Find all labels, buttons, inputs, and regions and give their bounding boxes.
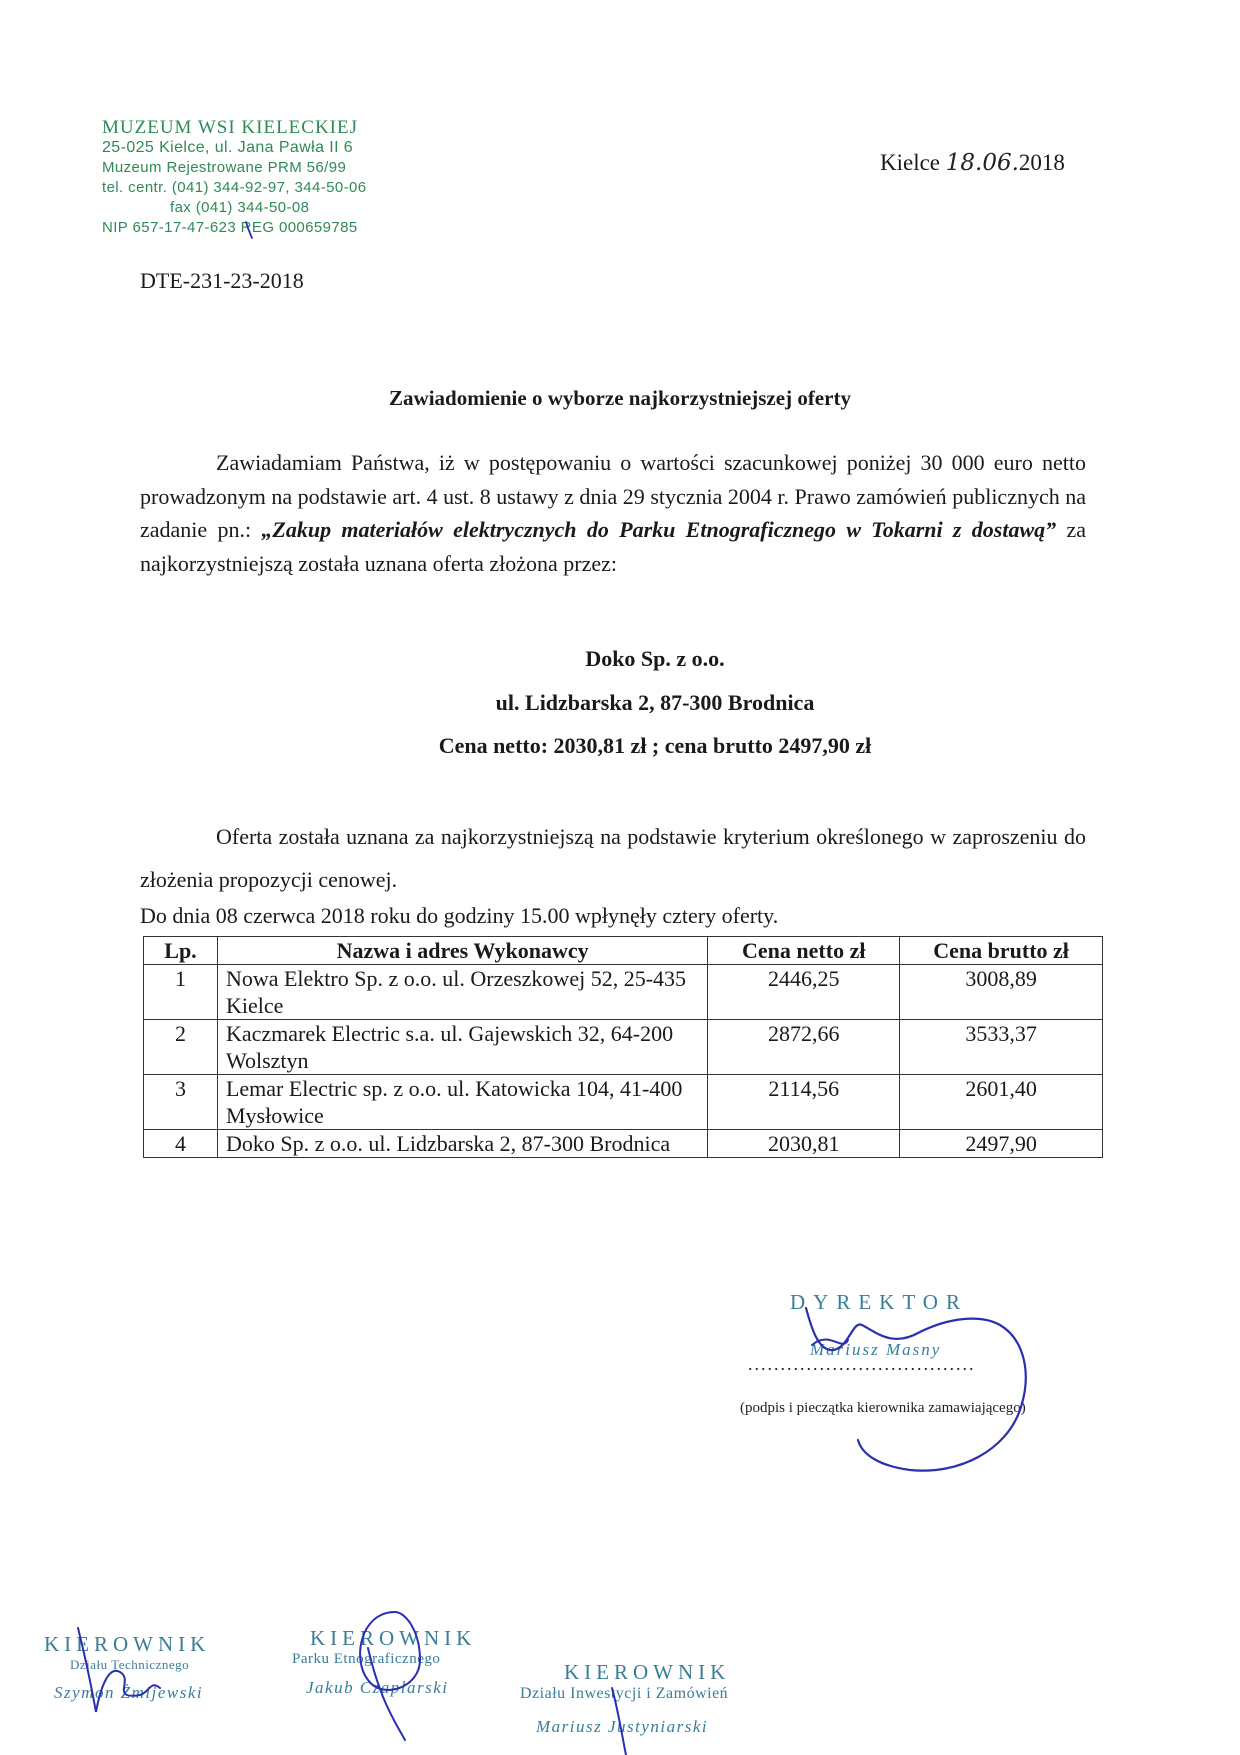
- column-header-netto: Cena netto zł: [708, 937, 900, 965]
- column-header-lp: Lp.: [144, 937, 218, 965]
- justification-paragraph: [140, 815, 1086, 901]
- cell-brutto: 3008,89: [900, 965, 1103, 1020]
- director-signature-stroke: [806, 1308, 1026, 1471]
- cell-name: Doko Sp. z o.o. ul. Lidzbarska 2, 87-300 Brodnica: [217, 1130, 707, 1158]
- stamp-line: MUZEUM WSI KIELECKIEJ: [102, 117, 359, 138]
- director-stamp-title: DYREKTOR: [790, 1290, 968, 1314]
- table-row: [144, 1130, 1103, 1158]
- cell-name: Nowa Elektro Sp. z o.o. ul. Orzeszkowej 52, 25-435 Kielce: [217, 965, 707, 1020]
- cell-netto: 2446,25: [708, 965, 900, 1020]
- column-header-name: Nazwa i adres Wykonawcy: [217, 937, 707, 965]
- table-header-row: [144, 937, 1103, 965]
- stamp-title: KIEROWNIK: [310, 1626, 477, 1650]
- stamp-ethnographic-park: [292, 1626, 476, 1698]
- stamp-line: fax (041) 344-50-08: [170, 199, 310, 216]
- museum-stamp: [102, 118, 367, 238]
- stamp-line: 25-025 Kielce, ul. Jana Pawła II 6: [102, 139, 354, 156]
- table-row: [144, 1075, 1103, 1130]
- paragraph-text: za najkorzystniejszą została uznana oferta złożona przez:: [140, 517, 1086, 576]
- paragraph-text: Zawiadamiam Państwa, iż w postępowaniu o wartości szacunkowej poniżej 30 000 euro netto prowadzonym na podstawie art. 4 ust. 8 ustawy z dnia 29 stycznia 2004 r. Prawo zamówień publicznych na zadanie pn.:: [140, 450, 1086, 542]
- cell-brutto: 2601,40: [900, 1075, 1103, 1130]
- director-stamp-name: Mariusz Masny: [810, 1340, 942, 1359]
- document-title: Zawiadomienie o wyborze najkorzystniejszej oferty: [389, 386, 851, 410]
- table-row: [144, 1020, 1103, 1075]
- date-city: Kielce: [880, 150, 946, 175]
- signature-line: ...................................: [748, 1354, 976, 1374]
- notice-paragraph: [140, 446, 1086, 580]
- cell-name: Kaczmarek Electric s.a. ul. Gajewskich 32, 64-200 Wolsztyn: [217, 1020, 707, 1075]
- column-header-brutto: Cena brutto zł: [900, 937, 1103, 965]
- cell-brutto: 2497,90: [900, 1130, 1103, 1158]
- date-year: 2018: [1018, 150, 1065, 175]
- task-name: „Zakup materiałów elektrycznych do Parku Etnograficznego w Tokarni z dostawą”: [261, 517, 1057, 542]
- cell-brutto: 3533,37: [900, 1020, 1103, 1075]
- stamp-unit: Działu Inwestycji i Zamówień: [520, 1685, 729, 1702]
- stamp-person: Szymon Żmijewski: [54, 1683, 204, 1702]
- table-row: [144, 965, 1103, 1020]
- winner-price: Cena netto: 2030,81 zł ; cena brutto 2497,90 zł: [438, 733, 872, 758]
- winner-name: Doko Sp. z o.o.: [585, 646, 725, 671]
- cell-lp: 1: [144, 965, 218, 1020]
- stamp-line: NIP 657-17-47-623 REG 000659785: [102, 219, 358, 236]
- cell-name: Lemar Electric sp. z o.o. ul. Katowicka 104, 41-400 Mysłowice: [217, 1075, 707, 1130]
- cell-lp: 4: [144, 1130, 218, 1158]
- document-date: [880, 150, 1065, 176]
- winner-address: ul. Lidzbarska 2, 87-300 Brodnica: [495, 690, 815, 715]
- stamp-unit: Parku Etnograficznego: [292, 1651, 441, 1667]
- cell-netto: 2030,81: [708, 1130, 900, 1158]
- date-handwritten: 18.06.: [945, 150, 1019, 176]
- stamp-technical-dept: [44, 1632, 210, 1703]
- offers-intro: Do dnia 08 czerwca 2018 roku do godziny 15.00 wpłynęły cztery oferty.: [140, 903, 779, 928]
- stamp-title: KIEROWNIK: [564, 1660, 731, 1684]
- cell-netto: 2114,56: [708, 1075, 900, 1130]
- stamp-line: Muzeum Rejestrowane PRM 56/99: [102, 159, 347, 176]
- cell-netto: 2872,66: [708, 1020, 900, 1075]
- stamp-line: tel. centr. (041) 344-92-97, 344-50-06: [102, 179, 367, 196]
- stamp-unit: Działu Technicznego: [70, 1657, 190, 1672]
- stamp-title: KIEROWNIK: [44, 1632, 211, 1656]
- stamp-investment-dept: [520, 1660, 730, 1737]
- paragraph-text: Oferta została uznana za najkorzystniejszą na podstawie kryterium określonego w zaproszeniu do złożenia propozycji cenowej.: [140, 824, 1086, 892]
- stamp-person: Mariusz Justyniarski: [536, 1717, 709, 1736]
- signature-caption: (podpis i pieczątka kierownika zamawiającego): [740, 1400, 1026, 1416]
- cell-lp: 2: [144, 1020, 218, 1075]
- stamp-person: Jakub Czaplarski: [306, 1678, 449, 1697]
- cell-lp: 3: [144, 1075, 218, 1130]
- offers-table: [143, 936, 1103, 1158]
- reference-number: DTE-231-23-2018: [140, 268, 304, 293]
